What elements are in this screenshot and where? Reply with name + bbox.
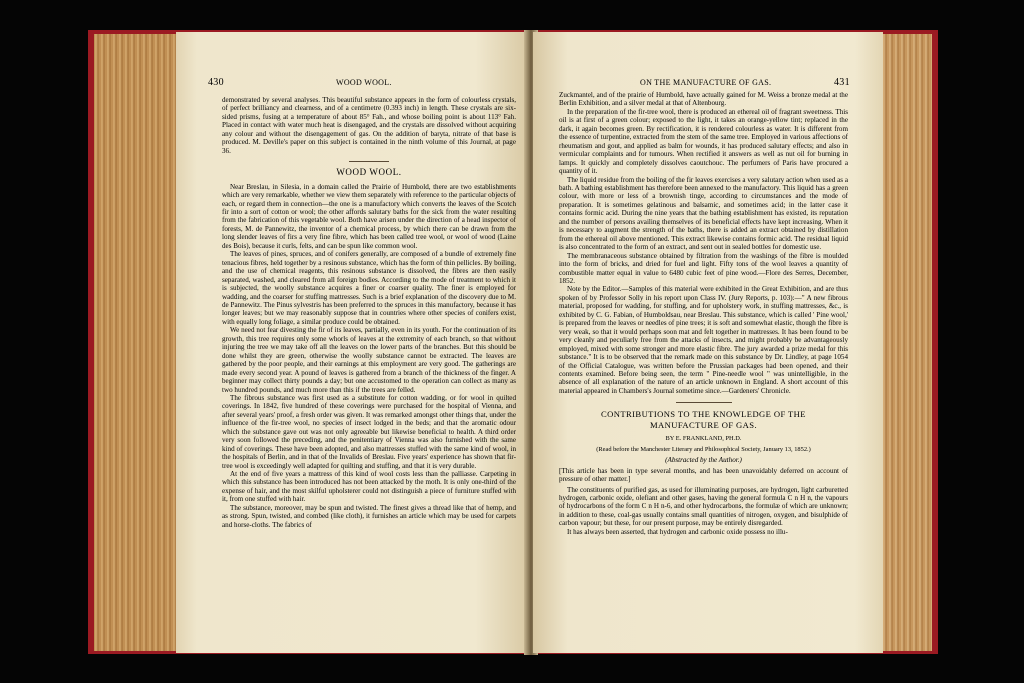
byline: BY E. FRANKLAND, PH.D. [665, 435, 742, 443]
body-paragraph: The liquid residue from the boiling of the fir leaves exercises a very salutary action when used as a bath. A bathing establishment has therefore been annexed to the manufactory. This liquid has a green colour, with more or less of a brownish tinge, according to circumstances and the mode of preparation. It is sometimes gelatinous and balsamic, and sometimes acid; in the latter case it contains formic acid. During the nine years that the bathing establishment has existed, its reputation and the number of persons availing themselves of its beneficial effects have kept increasing. When it is necessary to augment the strength of the baths, there is added an extract obtained by distillation from the ethereal oil above mentioned. This extract likewise contains formic acid. The residual liquid is also concentrated to the form of an extract, and sent out in sealed bottles for domestic use. [559, 175, 848, 252]
body-paragraph: The leaves of pines, spruces, and of conifers generally, are composed of a bundle of extremely fine tenacious fibres, held together by a resinous substance, which has the form of thin pellicles. By boiling, and the use of chemical reagents, this resinous substance is dissolved, the fibres are then easily separated, washed, and cleared from all foreign bodies. According to the mode of treatment to which it is subjected, the woolly substance acquires a finer or coarser quality. The finer is employed for wadding, and the coarser for stuffing mattresses. Such is a brief explanation of the discovery due to M. de Pannewitz. The Pinus sylvestris has been preferred to the spruces in this manufactory, because it has longer leaves; but we may reasonably suppose that in countries where other species of conifers exist, with equally long foliage, a similar produce could be obtained. [222, 250, 516, 326]
body-paragraph: We need not fear divesting the fir of its leaves, partially, even in its youth. For the continuation of its growth, this tree requires only some whorls of leaves at the extremity of each branch, so that without injuring the tree we may take off all the leaves on the lower parts of the branches. But this should be done whilst they are green, otherwise the woolly substance cannot be extracted. The leaves are gathered by the poor people, and their earnings at this employment are very good. The gatherings are made every second year. A pound of leaves is gathered from a branch of the thickness of the finger. A beginner may collect thirty pounds a day; but one accustomed to the operation can collect as many as two hundred pounds, and much more than this if the trees are felled. [222, 326, 516, 394]
left-page-edges [94, 34, 184, 651]
body-paragraph: Zuckmantel, and of the prairie of Humbold, have actually gained for M. Weiss a bronze medal at the Berlin Exhibition, and a silver medal at that of Altenbourg. [559, 91, 848, 108]
left-page-number: 430 [208, 77, 224, 88]
right-page-number: 431 [834, 77, 850, 88]
body-paragraph: In the preparation of the fir-tree wool, there is produced an ethereal oil of fragrant sweetness. This oil is at first of a green colour; exposed to the light, it takes an orange-yellow tint; replaced in the dark, it again becomes green. By rectification, it is rendered colourless as water. It is different from the essence of turpentine, extracted from the stem of the same tree. Employed in various affections of rheumatism and gout, and applied as balm for wounds, it has produced salutary effects; and also in vermicular complaints and for tumours. When rectified it answers as well as nut oil for burning in lamps. It quickly and completely dissolves caoutchouc. The perfumers of Paris have procured a quantity of it. [559, 107, 848, 176]
section-rule [676, 402, 732, 403]
read-note: (Read before the Manchester Literary and Philosophical Society, January 13, 1852.) [596, 445, 811, 453]
body-paragraph: It has always been asserted, that hydrogen and carbonic oxide possess no illu- [567, 527, 788, 536]
body-paragraph: The fibrous substance was first used as a substitute for cotton wadding, or for wool in quilted coverings. In 1842, five hundred of these coverings were purchased for the hospital of Vienna, and after several years' proof, a fresh order was given. It was remarked amongst other things that, under the influence of the fir-tree wool, no species of insect lodged in the beds; and that the aromatic odour which the substance gave out was not only agreeable but likewise beneficial to health. A third order very soon followed the preceding, and the penitentiary of Vienna was also furnished with the same kind of coverings. These have been adopted, and also mattresses stuffed with the same kind of wool, in the hospitals of Berlin, and in that of the Invalids of Breslau. Five years' experience has shown that fir-tree wool is exceedingly well adapted for quilting and stuffing, and that it is very durable. [222, 393, 516, 470]
body-paragraph: Near Breslau, in Silesia, in a domain called the Prairie of Humbold, there are two establishments which are very remarkable, whether we view them separately with reference to the particular objects of each, or regard them in connection—the one is a manufactory which converts the leaves of the Scotch fir into a sort of cotton or wool; the other affords salutary baths for the sick from the water resulting from the fabrication of this vegetable wool. Both have arisen under the direction of a head inspector of forests, M. de Pannewitz, the inventor of a chemical process, by which there can be drawn from the long slender leaves of firs a very fine fibre, which has been called tree wool, or wool of wood (Laine des Bois), because it curls, felts, and can be spun like common wool. [222, 182, 516, 250]
body-paragraph: The membranaceous substance obtained by filtration from the washings of the fibre is moulded into the form of bricks, and dried for fuel and light. Fifty tons of the wool leaves a quantity of combustible matter equal in value to 6480 cubic feet of pine wood.—Flore des Serres, December, 1852. [559, 251, 848, 285]
bracket-note: [This article has been in type several months, and has been unavoidably deferred on account of pressure of other matter.] [559, 466, 848, 484]
right-page-edges [876, 34, 932, 651]
article-title: WOOD WOOL. [336, 167, 402, 178]
section-rule [349, 161, 389, 162]
body-paragraph: The substance, moreover, may be spun and twisted. The finest gives a thread like that of hemp, and as strong. Spun, twisted, and combed (like cloth), it furnishes an article which may be used for carpets and horse-cloths. The fabrics of [222, 503, 516, 529]
body-paragraph: At the end of five years a mattress of this kind of wool costs less than the palliasse. Carpeting in which this substance has been introduced has not been attacked by the moth. It is only one-third of the expense of hair, and the most skilful upholsterer could not distinguish a piece of furniture stuffed with it, from one stuffed with hair. [222, 470, 516, 504]
article-title: CONTRIBUTIONS TO THE KNOWLEDGE OF THE MANUFACTURE OF GAS. [601, 409, 806, 431]
right-running-head: ON THE MANUFACTURE OF GAS. [640, 78, 772, 87]
editor-note-paragraph: Note by the Editor.—Samples of this material were exhibited in the Great Exhibition, and are thus spoken of by Professor Solly in his report upon Class IV. (Jury Reports, p. 103):—" A new fibrous material, proposed for wadding, for stuffing, and for upholstery work, in stuffing mattresses, &c., is exhibited by C. G. Fabian, of Humboldsau, near Breslau. This substance, which is called ' Pine wool,' is prepared from the leaves or needles of pine trees; it is soft and somewhat elastic, though the fibre is very weak, so that it would perhaps soon mat and felt together in mattresses. It has been found to be very cleanly and peculiarly free from the attacks of insects, and might probably be advantageously employed, mixed with some stronger and more elastic fibre. The jury awarded a prize medal for this substance." It is to be observed that the remark made on this substance by Dr. Lindley, at page 1054 of the Official Catalogue, was written before the Prussian packages had been opened, and their contents examined. Before being seen, the term " Pine-needle wool " was unintelligible, in the absence of all explanation of the nature of an article unknown in England. A short account of this material appeared in Chambers's Journal sometime since.—Gardeners' Chronicle. [559, 285, 848, 395]
left-text-column [222, 96, 516, 529]
right-text-column [559, 91, 848, 536]
abstract-note: (Abstracted by the Author.) [665, 456, 742, 465]
body-paragraph: The constituents of purified gas, as used for illuminating purposes, are hydrogen, light carburetted hydrogen, carbonic oxide, olefiant and other gases, having the general formula C n H n, the vapours of hydrocarbons of the form C n H n-6, and other hydrocarbons, the formulæ of which are unknown; in addition to these, coal-gas usually contains small quantities of nitrogen, oxygen, and bisulphide of carbon vapour; but these, for our present purpose, may be entirely disregarded. [559, 485, 848, 528]
left-running-head: WOOD WOOL. [336, 78, 392, 87]
intro-paragraph: demonstrated by several analyses. This beautiful substance appears in the form of colourless crystals, of perfect brilliancy and clearness, and of a centimetre (0.393 inch) in length. These crystals are six-sided prisms, fusing at a temperature of about 85° Fah., and whose boiling point is about 113° Fah. Placed in contact with water much heat is disengaged, and the crystals are dissolved without acquiring any colour and without the disengagement of gas. On the addition of baryta, nitrate of that base is produced. M. Deville's paper on this subject is contained in the ninth volume of this Journal, at page 36. [222, 96, 516, 155]
